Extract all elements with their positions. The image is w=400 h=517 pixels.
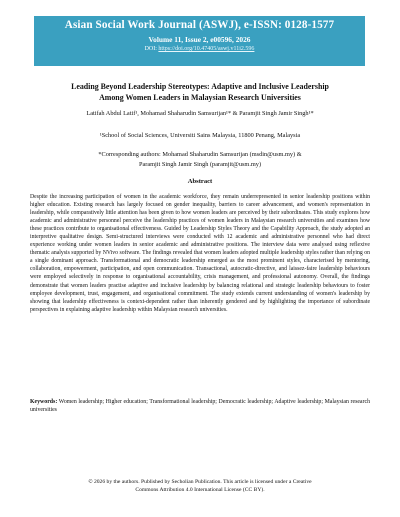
volume-issue: Volume 11, Issue 2, e00596, 2026: [148, 35, 251, 44]
corresponding-line-2: Paramjit Singh Jamir Singh (paramjit@usm.my): [138, 160, 262, 168]
license-line-1: © 2026 by the authors. Published by Secholian Publication. This article is licensed under a Creative: [88, 479, 312, 485]
journal-header-banner: [34, 16, 365, 66]
doi-link[interactable]: https://doi.org/10.47405/aswj.v11i2.596: [158, 46, 255, 52]
paper-title-line-2: Among Women Leaders in Malaysian Research Universities: [99, 93, 301, 102]
corresponding-line-1: *Corresponding authors: Mohamad Shaharudin Samsurijan (msdin@usm.my) &: [98, 151, 302, 158]
paper-title-line-1: Leading Beyond Leadership Stereotypes: Adaptive and Inclusive Leadership: [71, 82, 329, 91]
doi-label: DOI:: [144, 46, 157, 52]
abstract-heading: Abstract: [187, 178, 213, 185]
journal-title: Asian Social Work Journal (ASWJ), e-ISSN: 0128-1577: [64, 19, 335, 31]
abstract-body: Despite the increasing participation of women in the academic workforce, they remain underrepresented in senior leadership positions within higher education. Existing research has largely focused on gender inequality, barriers to career advancement, and women's representation in leadership, while comparatively little attention has been given to how women leaders are perceived by their subordinates. This study explores how academic and administrative personnel perceive the leadership practices of women leaders in Malaysian research universities and examines how these practices contribute to organisational effectiveness. Guided by Leadership Styles Theory and the Capability Approach, the study adopted an interpretive qualitative design. Semi-structured interviews were conducted with 12 academic and administrative personnel who had direct experience working under women leaders in senior academic and administrative positions. The interview data were analysed using reflexive thematic analysis supported by NVivo software. The findings revealed that women leaders adopted multiple leadership styles rather than relying on a single dominant approach. Transformational and democratic leadership emerged as the most prominent styles, characterised by mentoring, collaboration, empowerment, participation, and open communication. Transactional, autocratic-directive, and laissez-faire leadership behaviours were employed selectively in response to organisational accountability, crisis management, and professional autonomy. Overall, the findings demonstrate that women leaders practise adaptive and inclusive leadership by balancing relational and strategic leadership behaviours to foster employee development, trust, engagement, and organisational commitment. The study extends current understanding of women's leadership by showing that leadership effectiveness is context-dependent rather than inherently gendered and by highlighting the importance of subordinate perspectives in explaining adaptive leadership within Malaysian research universities.: [30, 194, 370, 313]
keywords-list: Women leadership; Higher education; Transformational leadership; Democratic leadership; Adaptive leadership; Malaysian research universities: [30, 399, 370, 414]
keywords: [30, 398, 370, 414]
license-footer: [35, 478, 365, 494]
license-line-2: Commons Attribution 4.0 International License (CC BY).: [135, 487, 265, 493]
paper-title: [30, 81, 370, 103]
author-list: Latifah Abdul Latif¹, Mohamad Shaharudin Samsurijan¹* & Paramjit Singh Jamir Singh¹*: [86, 110, 314, 117]
corresponding-authors: [30, 150, 370, 169]
keywords-label: Keywords:: [30, 399, 58, 405]
author-affiliation: ¹School of Social Sciences, Universiti Sains Malaysia, 11800 Penang, Malaysia: [99, 132, 301, 139]
doi-line: [34, 46, 365, 52]
